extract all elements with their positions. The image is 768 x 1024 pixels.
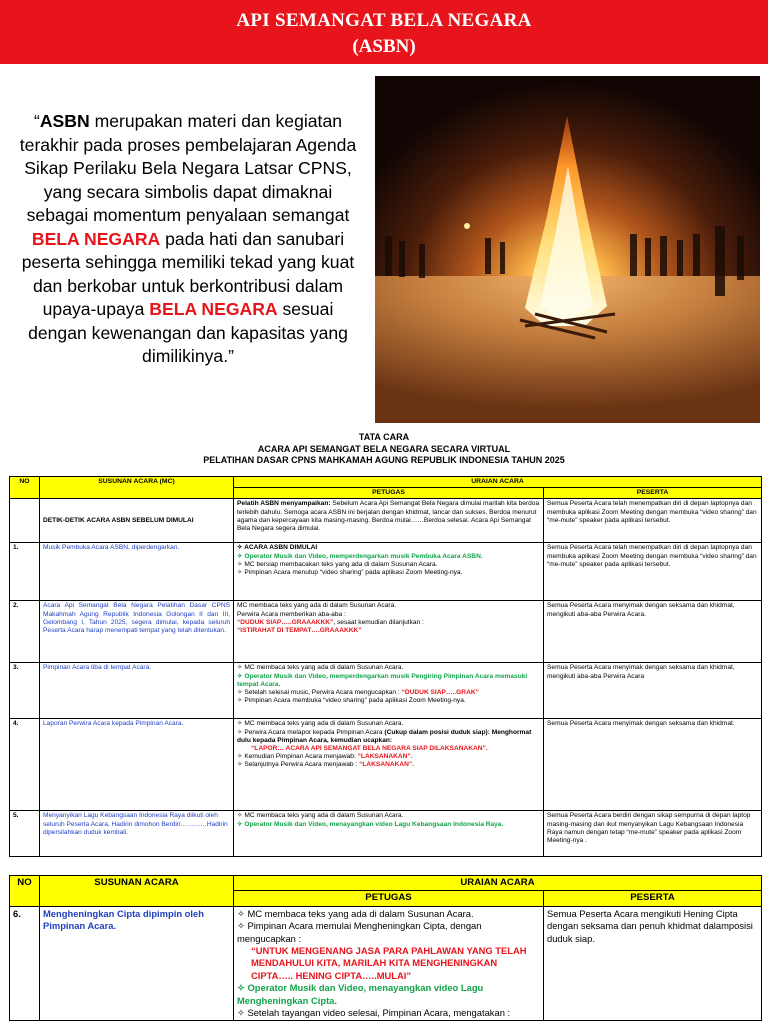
row-susunan-cell: Mengheningkan Cipta dipimpin oleh Pimpinan Acara. bbox=[40, 906, 234, 1021]
petugas-bold: Pelatih ASBN menyampaikan: bbox=[237, 500, 331, 508]
petugas-line: ✧ Setelah selesai music, Perwira Acara mengucapkan : bbox=[237, 689, 402, 697]
row-no-cell bbox=[10, 499, 40, 543]
table-row bbox=[10, 601, 762, 663]
row-petugas-cell bbox=[234, 906, 544, 1021]
header-no: NO bbox=[10, 477, 40, 499]
petugas-line: ✧ MC membaca teks yang ada di dalam Susunan Acara. bbox=[237, 907, 474, 919]
table-header-row bbox=[10, 477, 762, 488]
table-row bbox=[10, 499, 762, 543]
header-susunan: SUSUNAN ACARA bbox=[40, 876, 234, 907]
quote-open: “ bbox=[33, 111, 40, 131]
intro-quote bbox=[12, 110, 364, 369]
petugas-line: ✧ Pimpinan Acara memulai Mengheningkan Cipta, dengan mengucapkan : bbox=[237, 920, 482, 944]
petugas-line: MC membaca teks yang ada di dalam Susunan Acara. bbox=[237, 602, 397, 610]
row-peserta-cell: Semua Peserta Acara berdiri dengan sikap sempurna di depan laptop masing-masing dan ikut menyanyikan Lagu Kebangsaan Indonesia Raya namun dengan tetap “me-mute” speaker pada aplikasi Zoom Meeting-nya . bbox=[544, 811, 762, 857]
row-peserta-cell: Semua Peserta Acara menyimak dengan seksama dan khidmat, mengikuti aba-aba Perwira Acara bbox=[544, 663, 762, 719]
petugas-command: “UNTUK MENGENANG JASA PARA PAHLAWAN YANG TELAH MENDAHULUI KITA, MARILAH KITA MENGHENINGKAN CIPTA….. HENING CIPTA…..MULAI” bbox=[251, 945, 527, 981]
row-peserta-cell: Semua Peserta Acara menyimak dengan seksama dan khidmat. bbox=[544, 719, 762, 811]
header-uraian: URAIAN ACARA bbox=[234, 477, 762, 488]
petugas-line: ✧ Operator Musik dan Video, menayangkan video Lagu Kebangsaan Indonesia Raya. bbox=[237, 820, 504, 828]
row-peserta-cell: Semua Peserta Acara telah menempatkan diri di depan laptopnya dan membuka aplikasi Zoom Meeting dengan membuka “video sharing” dan “me-mute” speaker pada aplikasi tersebut. bbox=[544, 499, 762, 543]
agenda-table-2 bbox=[9, 875, 762, 1021]
petugas-command: “DUDUK SIAP…..GRAK” bbox=[401, 689, 479, 697]
petugas-line: ✧ ACARA ASBN DIMULAI bbox=[237, 544, 318, 552]
quote-part-1: merupakan materi dan kegiatan terakhir pada proses pembelajaran Agenda Sikap Perilaku Bela Negara Latsar CPNS, yang secara simbolis dapat dimaknai sebagai momentum penyalaan semangat bbox=[19, 111, 357, 225]
row-susunan-cell: Menyanyikan Lagu Kebangsaan Indonesia Raya diikuti oleh seluruh Peserta Acara, Hadirin dimohon Berdiri…………Hadirin dipersilahkan duduk kembali. bbox=[40, 811, 234, 857]
petugas-line: , sesaat kemudian dilanjutkan : bbox=[333, 618, 424, 626]
row-peserta-cell: Semua Peserta Acara telah menempatkan diri di depan laptopnya dan membuka aplikasi Zoom Meeting dengan membuka “video sharing” dan “me-mute” speaker pada aplikasi tersebut. bbox=[544, 543, 762, 601]
quote-part-2: pada hati dan sanubari peserta sehingga memiliki tekad yang kuat dan berkobar untuk berkontribusi dalam upaya-upaya bbox=[21, 228, 355, 319]
quote-part-3: sesuai dengan kewenangan dan kapasitas yang dimilikinya.” bbox=[28, 299, 348, 366]
quote-bela-negara-1: BELA NEGARA bbox=[31, 228, 161, 249]
procedure-heading bbox=[0, 432, 768, 467]
row-petugas-cell bbox=[234, 601, 544, 663]
table-row bbox=[10, 543, 762, 601]
petugas-line: ✧ MC bersiap membacakan teks yang ada di dalam Susunan Acara. bbox=[237, 560, 438, 568]
quote-bela-negara-2: BELA NEGARA bbox=[149, 299, 278, 319]
row-petugas-cell bbox=[234, 811, 544, 857]
row-susunan-cell: Musik Pembuka Acara ASBN, diperdengarkan. bbox=[40, 543, 234, 601]
title-line-1: API SEMANGAT BELA NEGARA bbox=[236, 10, 532, 31]
row-susunan-cell: Laporan Perwira Acara kepada Pimpinan Acara. bbox=[40, 719, 234, 811]
row-no-cell: 5. bbox=[10, 811, 40, 857]
row-no-cell: 6. bbox=[10, 906, 40, 1021]
table-row bbox=[10, 811, 762, 857]
petugas-command: “LAKSANAKAN”. bbox=[357, 753, 413, 761]
petugas-command: “DUDUK SIAP…..GRAAAKKK” bbox=[237, 618, 334, 626]
heading-line-3: PELATIHAN DASAR CPNS MAHKAMAH AGUNG REPUBLIK INDONESIA TAHUN 2025 bbox=[203, 455, 565, 465]
title-banner bbox=[0, 0, 768, 64]
quote-asbn: ASBN bbox=[39, 111, 90, 131]
row-petugas-cell bbox=[234, 719, 544, 811]
petugas-line: ✧ Perwira Acara melapor kepada Pimpinan Acara bbox=[237, 728, 385, 736]
petugas-text: Sebelum Acara Api Semangat Bela Negara dimulai marilah kita berdoa terlebih dahulu. Semoga acara ASBN ini berjalan dengan khidmat, lancar dan sukses. Berdoa menurut agama dan kepercayaan kita masing-masing. Berdoa mulai……Berdoa selesai. Acara Api Semangat Bela Negara segera dimulai. bbox=[237, 500, 540, 533]
heading-line-1: TATA CARA bbox=[358, 432, 410, 442]
petugas-line: ✧ MC membaca teks yang ada di dalam Susunan Acara. bbox=[237, 720, 404, 728]
header-peserta: PESERTA bbox=[544, 488, 762, 499]
row-no-cell: 2. bbox=[10, 601, 40, 663]
header-petugas: PETUGAS bbox=[234, 891, 544, 906]
petugas-line: ✧ MC membaca teks yang ada di dalam Susunan Acara. bbox=[237, 812, 404, 820]
petugas-line: ✧ Pimpinan Acara membuka “video sharing” pada aplikasi Zoom Meeting-nya. bbox=[237, 697, 466, 705]
petugas-line: ✧ Operator Musik dan Video, memperdengarkan musik Pembuka Acara ASBN. bbox=[237, 552, 483, 560]
petugas-line: ✧ Operator Musik dan Video, memperdengarkan musik Pengiring Pimpinan Acara memasuki tempat Acara. bbox=[237, 672, 528, 688]
header-petugas: PETUGAS bbox=[234, 488, 544, 499]
petugas-command: “ISTIRAHAT DI TEMPAT….GRAAAKKK” bbox=[237, 627, 362, 635]
row-peserta-cell: Semua Peserta Acara menyimak dengan seksama dan khidmat, mengikuti aba-aba Perwira Acara. bbox=[544, 601, 762, 663]
row-no-cell: 3. bbox=[10, 663, 40, 719]
petugas-line: ✧ MC membaca teks yang ada di dalam Susunan Acara. bbox=[237, 664, 404, 672]
heading-line-2: ACARA API SEMANGAT BELA NEGARA SECARA VIRTUAL bbox=[257, 443, 511, 454]
petugas-line: ✧ Kemudian Pimpinan Acara menjawab: bbox=[237, 753, 358, 761]
title-line-2: (ASBN) bbox=[352, 36, 416, 57]
petugas-command: “LAKSANAKAN”. bbox=[359, 761, 415, 769]
agenda-table-1 bbox=[9, 476, 762, 857]
petugas-line: ✧ Pimpinan Acara menutup “video sharing” pada aplikasi Zoom Meeting-nya. bbox=[237, 569, 463, 577]
petugas-line: Perwira Acara memberikan aba-aba : bbox=[237, 610, 346, 618]
row-susunan-cell: Pimpinan Acara tiba di tempat Acara. bbox=[40, 663, 234, 719]
row-peserta-cell: Semua Peserta Acara mengikuti Hening Cipta dengan seksama dan penuh khidmat dalamposisi duduk siap. bbox=[544, 906, 762, 1021]
table-header-row bbox=[10, 876, 762, 891]
row-petugas-cell bbox=[234, 663, 544, 719]
header-uraian: URAIAN ACARA bbox=[234, 876, 762, 891]
bonfire-illustration bbox=[375, 76, 760, 423]
header-peserta: PESERTA bbox=[544, 891, 762, 906]
petugas-line: ✧ Selanjutnya Perwira Acara menjawab : bbox=[237, 761, 360, 769]
row-susunan-cell: DETIK-DETIK ACARA ASBN SEBELUM DIMULAI bbox=[40, 499, 234, 543]
table-row bbox=[10, 719, 762, 811]
bonfire-photo bbox=[375, 76, 760, 423]
petugas-line-bold: (Cukup dalam posisi duduk siap): Menghormat dulu kepada Pimpinan Acara, kemudian ucapkan: bbox=[237, 728, 532, 744]
row-susunan-cell: Acara Api Semangat Bela Negara Pelatihan Dasar CPNS Makahmah Agung Republik Indonesia Golongan II dan III, Gelombang I, Tahun 2025, segera dimulai, kepada seluruh Peserta Acara harap menempati tempat yang telah ditentukan. bbox=[40, 601, 234, 663]
table-row bbox=[10, 663, 762, 719]
petugas-command: “LAPOR… ACARA API SEMANGAT BELA NEGARA SIAP DILAKSANAKAN”. bbox=[251, 745, 488, 753]
header-susunan: SUSUNAN ACARA (MC) bbox=[40, 477, 234, 499]
row-no-cell: 1. bbox=[10, 543, 40, 601]
row-no-cell: 4. bbox=[10, 719, 40, 811]
row-petugas-cell bbox=[234, 499, 544, 543]
header-no: NO bbox=[10, 876, 40, 907]
petugas-line: ✧ Setelah tayangan video selesai, Pimpinan Acara, mengatakan : bbox=[237, 1007, 511, 1019]
row-petugas-cell bbox=[234, 543, 544, 601]
petugas-line: ✧ Operator Musik dan Video, menayangkan video Lagu Mengheningkan Cipta. bbox=[237, 982, 484, 1006]
table-row bbox=[10, 906, 762, 1021]
